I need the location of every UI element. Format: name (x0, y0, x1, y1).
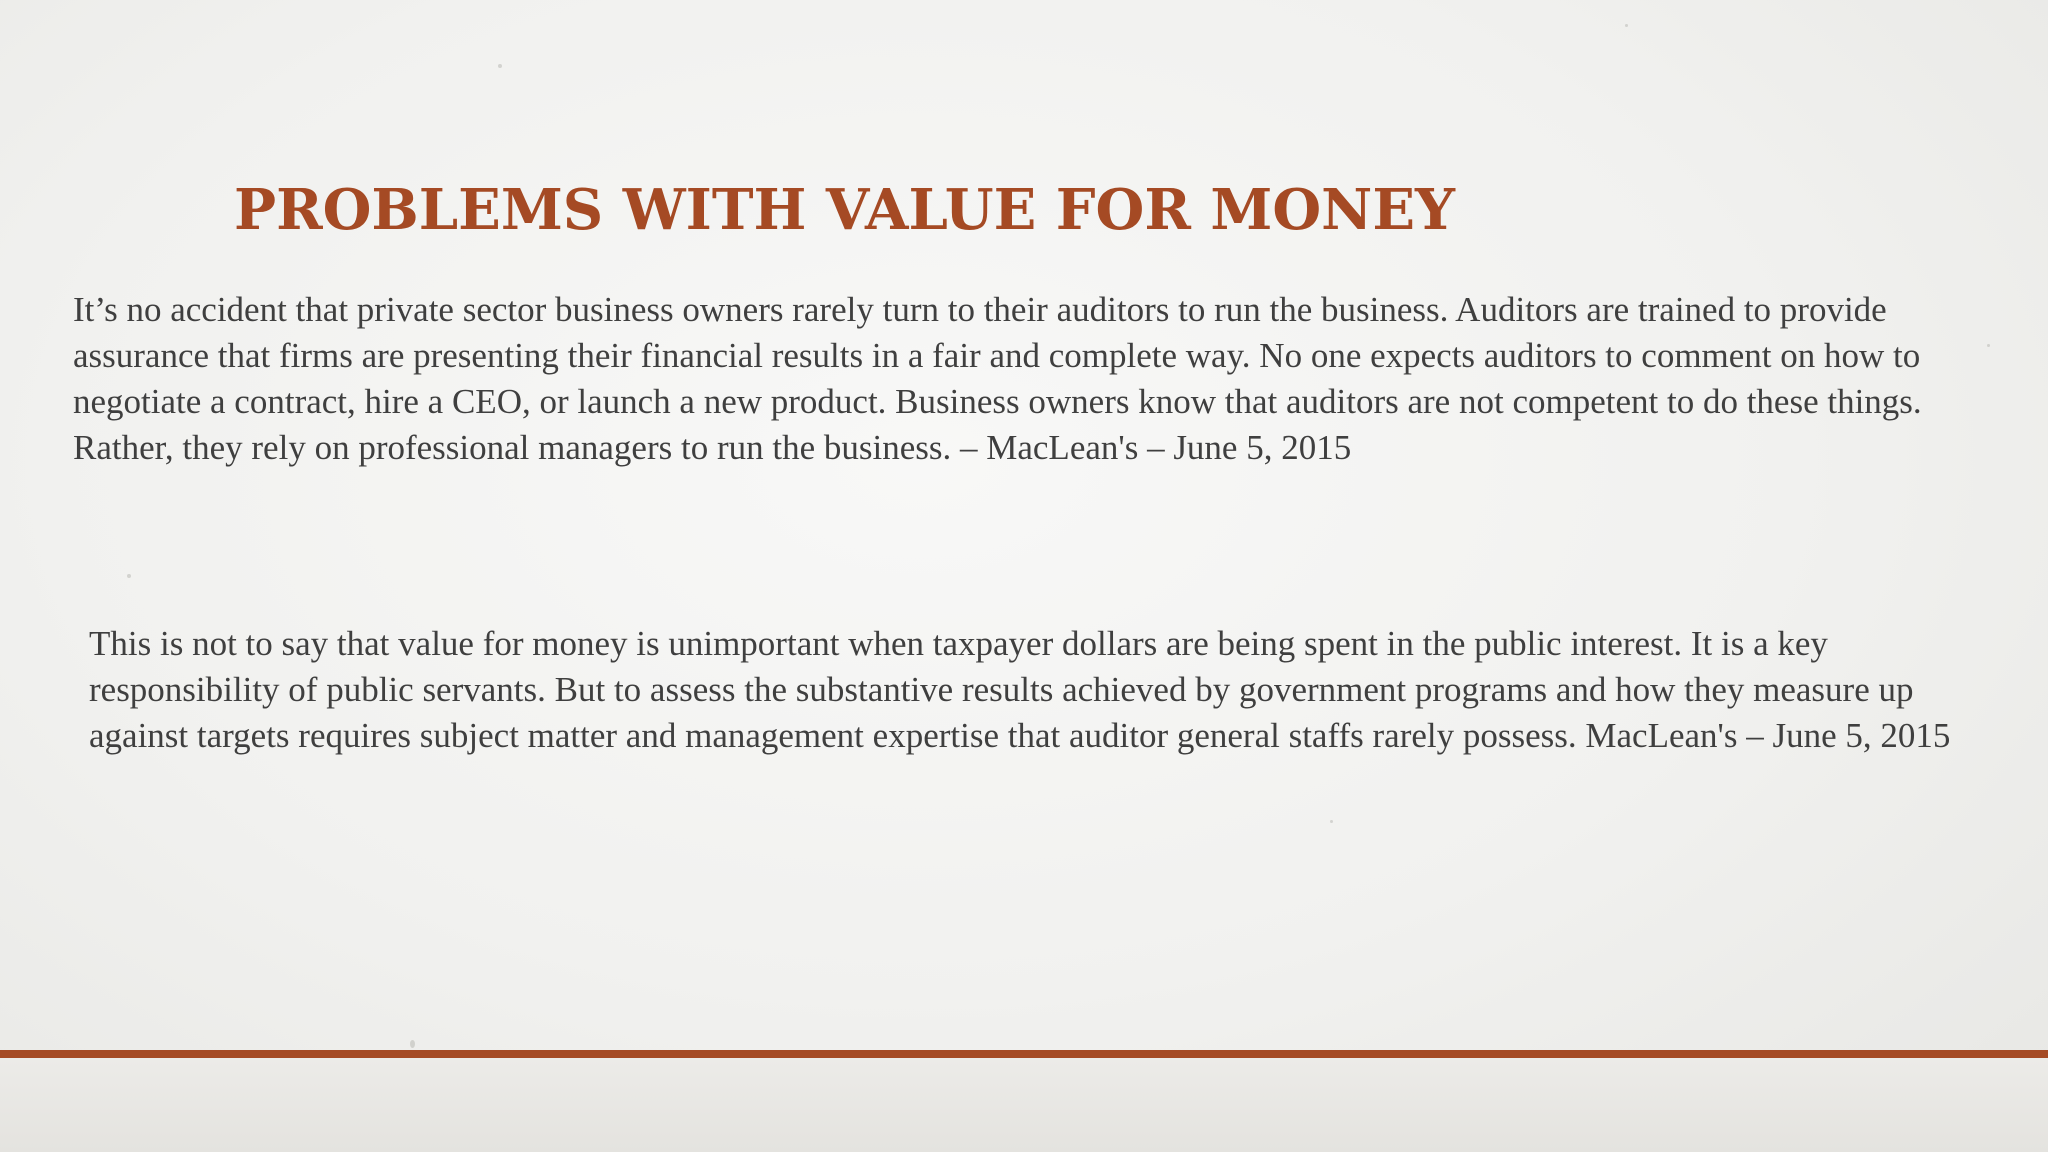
quote-paragraph-2: This is not to say that value for money is unimportant when taxpayer dollars are being spent in the public interest. It is a key responsibility of public servants. But to assess the substantive results achieved by government programs and how they measure up against targets requires subject matter and management expertise that auditor general staffs rarely possess. MacLean's – June 5, 2015 (89, 624, 1951, 755)
slide-title: PROBLEMS WITH VALUE FOR MONEY (234, 177, 1455, 243)
footer-band (0, 1058, 2048, 1152)
paper-speck (410, 1040, 415, 1048)
quote-paragraph-1: It’s no accident that private sector business owners rarely turn to their auditors to run the business. Auditors are trained to provide assurance that firms are presenting their financial results in a fair and complete way. No one expects auditors to comment on how to negotiate a contract, hire a CEO, or launch a new product. Business owners know that auditors are not competent to do these things. Rather, they rely on professional managers to run the business. – MacLean's – June 5, 2015 (73, 290, 1922, 467)
paper-speck (1330, 820, 1333, 823)
bottom-divider (0, 1050, 2048, 1058)
paper-speck (498, 64, 502, 68)
paper-speck (127, 574, 131, 578)
paper-speck (1625, 24, 1628, 27)
